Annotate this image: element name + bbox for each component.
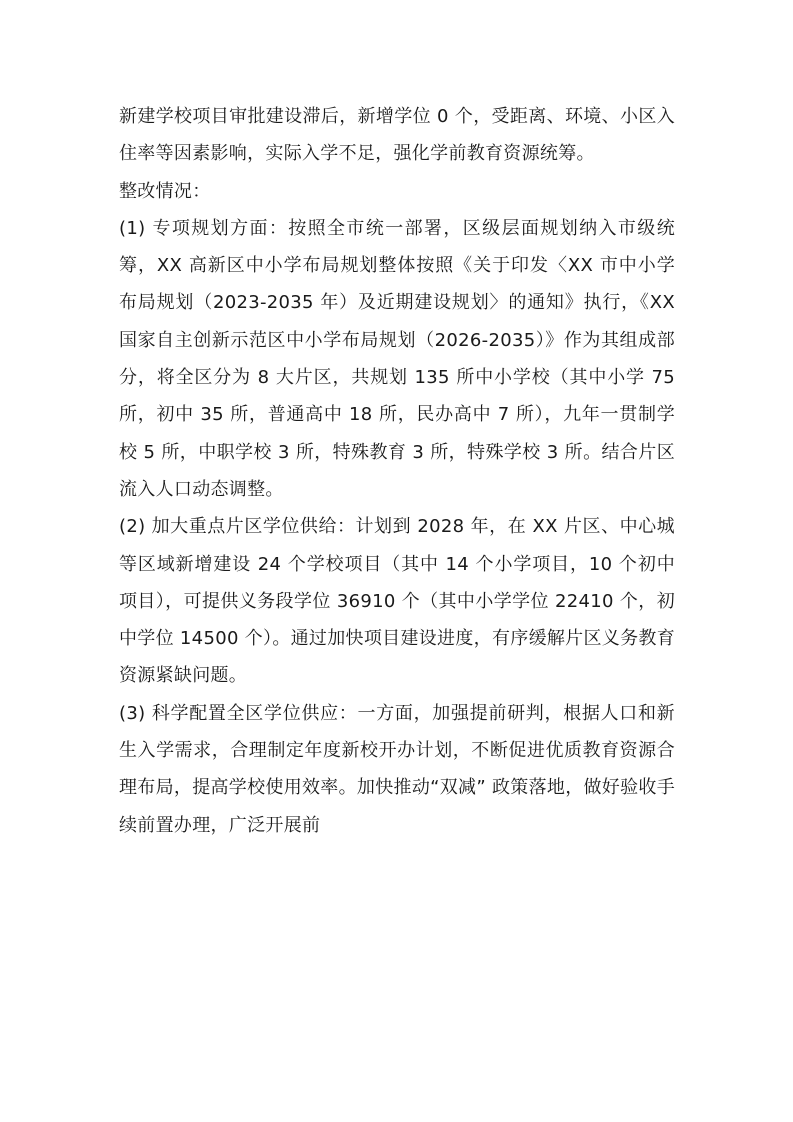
- intro-paragraph: 新建学校项目审批建设滞后，新增学位 0 个，受距离、环境、小区入住率等因素影响，实际入学不足，强化学前教育资源统筹。: [119, 106, 675, 165]
- item-paragraph-2: (2) 加大重点片区学位供给：计划到 2028 年，在 XX 片区、中心城等区域新增建设 24 个学校项目（其中 14 个小学项目，10 个初中项目），可提供义务段学位 36910 个（其中小学学位 22410 个，初中学位 14500 个）。通过加快项目建设进度，有序缓解片区义务教育资源紧缺问题。: [119, 516, 675, 687]
- item-paragraph-1: (1) 专项规划方面：按照全市统一部署，区级层面规划纳入市级统筹，XX 高新区中小学布局规划整体按照《关于印发〈XX 市中小学布局规划（2023-2035 年）及近期建设规划〉的通知》执行，《XX 国家自主创新示范区中小学布局规划（2026-2035）》作为其组成部分，将全区分为 8 大片区，共规划 135 所中小学校（其中小学 75 所，初中 35 所，普通高中 18 所，民办高中 7 所），九年一贯制学校 5 所，中职学校 3 所，特殊教育 3 所，特殊学校 3 所。结合片区流入人口动态调整。: [119, 217, 675, 500]
- item-paragraph-3: (3) 科学配置全区学位供应：一方面，加强提前研判，根据人口和新生入学需求，合理制定年度新校开办计划，不断促进优质教育资源合理布局，提高学校使用效率。加快推动“双减” 政策落地，做好验收手续前置办理，广泛开展前: [119, 702, 675, 836]
- section-heading: 整改情况：: [119, 180, 211, 202]
- document-body: [119, 98, 675, 844]
